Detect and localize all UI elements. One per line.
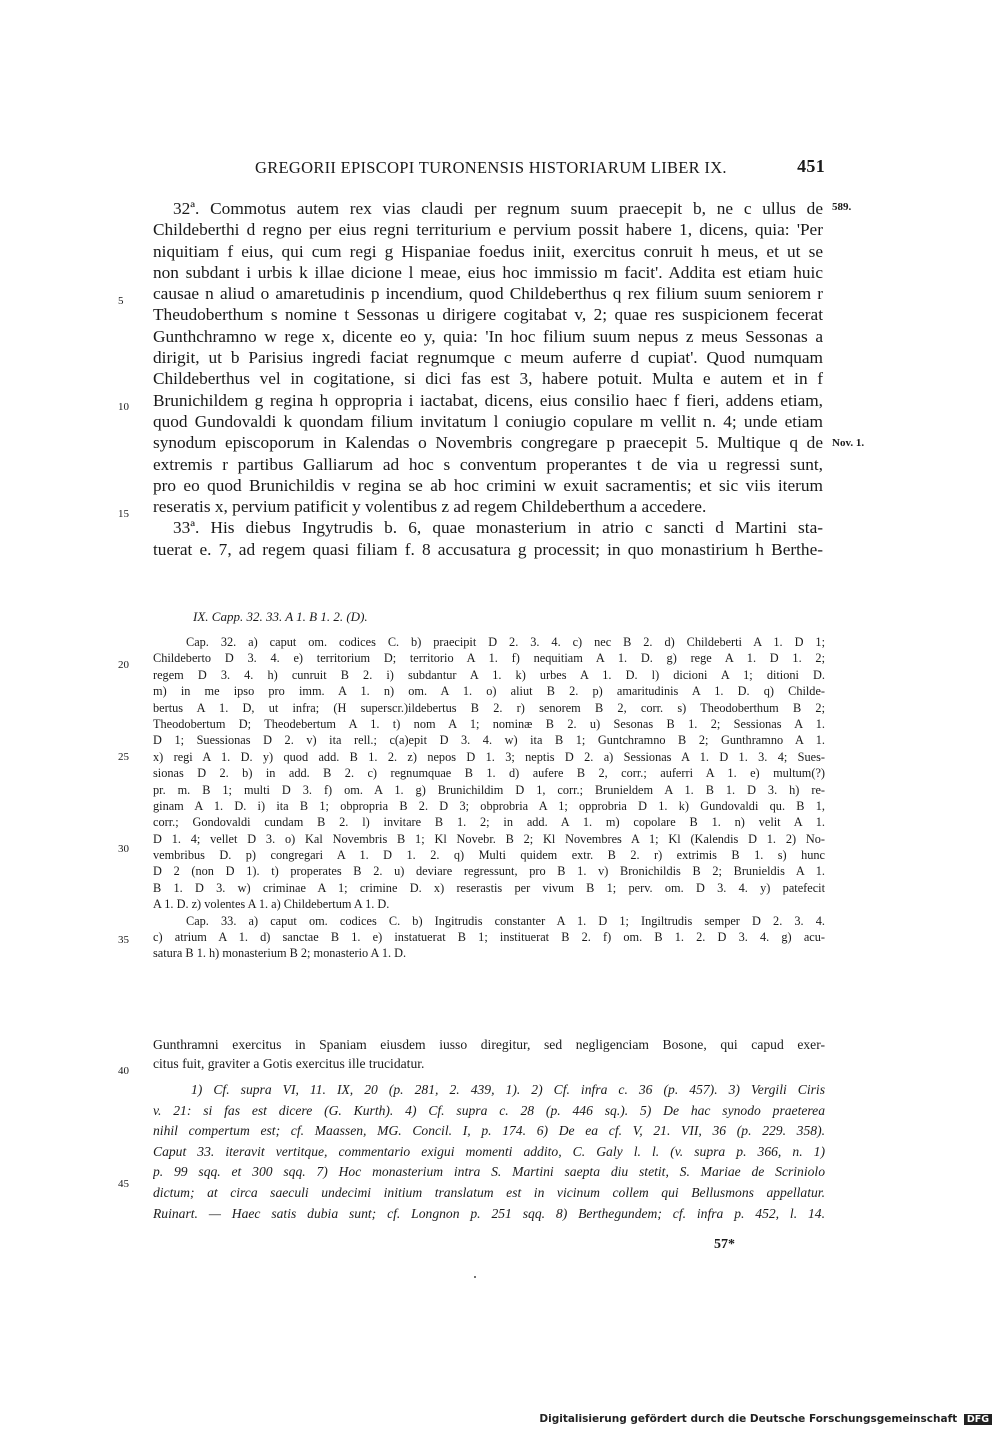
text-line: extremis r partibus Galliarum ad hoc s conventum properantes t de via u regressi sunt, xyxy=(153,454,823,474)
text-line: Brunichildem g regina h oppropria i iactabat, dicens, eius consilio haec f fieri, addens etiam, xyxy=(153,390,823,410)
text-line: quod Gundovaldi k quondam filium invitatum l coniugio copulare m vellit n. 4; unde etiam xyxy=(153,411,823,431)
line-number: 20 xyxy=(118,659,129,671)
text-line: 32ª. Commotus autem rex vias claudi per regnum suum praecepit b, ne c ullus de xyxy=(173,199,823,218)
footnote-line: p. 99 sqq. et 300 sqq. 7) Hoc monasterium intra S. Martini saepta diu stetit, S. Mariae de Scriniolo xyxy=(153,1164,825,1180)
line-number: 45 xyxy=(118,1178,129,1190)
text-line: non subdant i urbis k illae dicione l meae, eius hoc immissio m facit'. Addita est etiam huic xyxy=(153,262,823,282)
line-number: 30 xyxy=(118,843,129,855)
footnote-line: Ruinart. — Haec satis dubia sunt; cf. Longnon p. 251 sqq. 8) Berthegundem; cf. infra p. 452, l. 14. xyxy=(153,1205,825,1221)
capitulum-line: Gunthramni exercitus in Spaniam eiusdem iusso diregitur, sed negligenciam Bosone, qui capud exer- xyxy=(153,1037,825,1052)
text-line: pro eo quod Brunichildis v regina se ab hoc crimini w exuit sacramentis; et sic viis iterum xyxy=(153,475,823,495)
capitulum-line: citus fuit, graviter a Gotis exercitus ille trucidatur. xyxy=(153,1056,425,1071)
apparatus-line: c) atrium A 1. d) sanctae B 1. e) instatuerat B 1; instituerat B 2. f) om. B 1. 2. D 3. 4. g) acu- xyxy=(153,930,825,945)
footnote-line: v. 21: si fas est dicere (G. Kurth). 4) Cf. supra c. 28 (p. 446 sq.). 5) De hac synodo praeterea xyxy=(153,1102,825,1118)
apparatus-line: satura B 1. h) monasterium B 2; monasterio A 1. D. xyxy=(153,946,407,961)
apparatus-line: Childeberto D 3. 4. e) territorium D; territorio A 1. f) nequitiam A 1. D. g) rege A 1. D 1. 2; xyxy=(153,651,825,666)
text-line: Childeberthus vel in cogitatione, si dici fas est 3, habere potuit. Multa e autem et in f xyxy=(153,369,823,389)
text-line: Childeberthi d regno per eius regni territurium e pervium possit habere 1, dicens, quia: 'Per xyxy=(153,220,823,240)
footer-text: Digitalisierung gefördert durch die Deutsche Forschungsgemeinschaft xyxy=(539,1413,958,1425)
text-line: synodum episcoporum in Kalendas o Novembris congregare p praecepit 5. Multique q de xyxy=(153,433,823,453)
digitization-footer xyxy=(539,1413,992,1425)
line-number: 40 xyxy=(118,1065,129,1077)
apparatus-heading: IX. Capp. 32. 33. A 1. B 1. 2. (D). xyxy=(193,609,368,624)
critical-apparatus xyxy=(153,634,825,962)
line-number: 10 xyxy=(118,401,129,413)
apparatus-line: bertus A 1. D, ut infra; (H superscr.)ildebertus B 2. r) senorem B 2, corr. s) Theodoberthum B 2; xyxy=(153,700,825,715)
line-number: 15 xyxy=(118,508,129,520)
apparatus-line: regem D 3. 4. h) cunruit B 2. i) subdantur A 1. k) urbes A 1. D. l) dicioni A 1; ditioni D. xyxy=(153,667,825,682)
text-line: Gunthchramno w rege x, dicente eo y, quia: 'In hoc filium suum nepus z meus Sessonas a xyxy=(153,326,823,346)
footnote-line: nihil compertum est; cf. Maassen, MG. Concil. I, p. 174. 6) De ea cf. V, 21. VII, 36 (p. 229. 358). xyxy=(153,1123,825,1139)
dfg-logo: DFG xyxy=(964,1414,992,1425)
text-line: niquitiam f eius, qui cum regi g Hispaniae foedus iniit, exercitus conruit h meus, et ut se xyxy=(153,241,823,261)
footnote-line: dictum; at circa saeculi undecimi initium translatum est in vicinum collem qui Bellusmons appellatur. xyxy=(153,1184,825,1200)
apparatus-line: pr. m. B 1; multi D 3. f) om. A 1. g) Brunichildim D 1, corr.; Brunieldem A 1. B 1. D 3. h) re- xyxy=(153,782,825,797)
text-line: Theudoberthum s nomine t Sessonas u dirigere cogitabat v, 2; quae res suspicionem fecerat xyxy=(153,305,823,325)
apparatus-line: sionas D 2. b) in add. B 2. c) regnumquae B 1. d) aufere B 2, corr.; auferri A 1. e) multum(?) xyxy=(153,766,825,781)
page-number: 451 xyxy=(797,156,825,176)
line-number: 25 xyxy=(118,751,129,763)
apparatus-line: corr.; Gondovaldi cundam B 2. l) invitare B 1. 2; in add. A 1. m) copolare B 1. n) velit A 1. xyxy=(153,815,825,830)
apparatus-line: D 1; Suessionas D 2. v) ita rell.; c(a)epit D 3. 4. w) ita B 1; Guntchramno B 2; Gunthramno A 1. xyxy=(153,733,825,748)
apparatus-line: D 1. 4; vellet D 3. o) Kal Novembris B 1; Kl Novebr. B 2; Kl Novembres A 1; Kl (Kalendis D 1. 2) No- xyxy=(153,831,825,846)
text-line: causae n aliud o amaretudinis p incendium, quod Childeberthus q rex filium suum seniorem r xyxy=(153,284,823,304)
footnote-line: Caput 33. iteravit vertitque, commentario exigui momenti addito, C. Galy l. l. (v. supra p. 366, n. 1) xyxy=(153,1143,825,1159)
margin-year: 589. xyxy=(832,201,852,213)
text-line: dirigit, ut b Parisius ingredi faciat regnumque c meum auferre d cupiat'. Quod numquam xyxy=(153,348,823,368)
stray-mark xyxy=(474,1276,476,1278)
line-number: 5 xyxy=(118,295,124,307)
apparatus-line: Cap. 32. a) caput om. codices C. b) praecipit D 2. 3. 4. c) nec B 2. d) Childeberti A 1. D 1; xyxy=(186,635,825,649)
footnote-line: 1) Cf. supra VI, 11. IX, 20 (p. 281, 2. 439, 1). 2) Cf. infra c. 36 (p. 457). 3) Vergili Ciris xyxy=(191,1082,825,1097)
text-line: reseratis x, pervium patificit y volentibus z ad regem Childeberthum a accedere. xyxy=(153,497,707,517)
apparatus-line: m) in me ipso pro imm. A 1. n) om. A 1. o) aliut B 2. p) amaritudinis A 1. D. q) Childe- xyxy=(153,684,825,699)
running-header xyxy=(255,158,825,178)
apparatus-line: B 1. D 3. w) criminae A 1; crimine D. x) reserastis per vivum B 1; perv. om. D 3. 4. y) patefecit xyxy=(153,880,825,895)
header-title: GREGORII EPISCOPI TURONENSIS HISTORIARUM LIBER IX. xyxy=(255,158,727,177)
apparatus-line: D 2 (non D 1). t) properates B 2. u) deviare regressunt, pro B 1. v) Bronichildis B 2; Brunieldis A 1. xyxy=(153,864,825,879)
apparatus-line: vembribus D. p) congregari A 1. D 1. 2. q) Multi quidem extr. B 2. r) extrimis B 1. s) hunc xyxy=(153,848,825,863)
text-line: 33ª. His diebus Ingytrudis b. 6, quae monasterium in atrio c sancti d Martini sta- xyxy=(173,518,823,538)
footnotes xyxy=(153,1080,825,1224)
line-number: 35 xyxy=(118,934,129,946)
apparatus-line: A 1. D. z) volentes A 1. a) Childebertum A 1. D. xyxy=(153,897,390,912)
apparatus-line: ginam A 1. D. i) ita B 1; obpropria B 2. D 3; obprobria A 1; opprobria D 1. k) Gundovaldi qu. B 1, xyxy=(153,798,825,813)
text-line: tuerat e. 7, ad regem quasi filiam f. 8 accusatura g processit; in quo monastirium h Berthe- xyxy=(153,539,823,559)
margin-date: Nov. 1. xyxy=(832,437,865,449)
main-text xyxy=(153,198,823,560)
capitulum-note xyxy=(153,1035,825,1073)
apparatus-line: Theodobertum D; Theodebertum A 1. t) nom A 1; nominæ B 2. u) Sesonas B 1. 2; Sessionas A 1. xyxy=(153,716,825,731)
apparatus-line: Cap. 33. a) caput om. codices C. b) Ingitrudis constanter A 1. D 1; Ingiltrudis semper D 2. 3. 4. xyxy=(186,913,825,928)
apparatus-line: x) regi A 1. D. y) quod add. B 1. 2. z) nepos D 1. 3; neptis D 2. a) Sessionas A 1. D 1. 3. 4; Sues- xyxy=(153,749,825,764)
signature-mark: 57* xyxy=(714,1237,735,1252)
